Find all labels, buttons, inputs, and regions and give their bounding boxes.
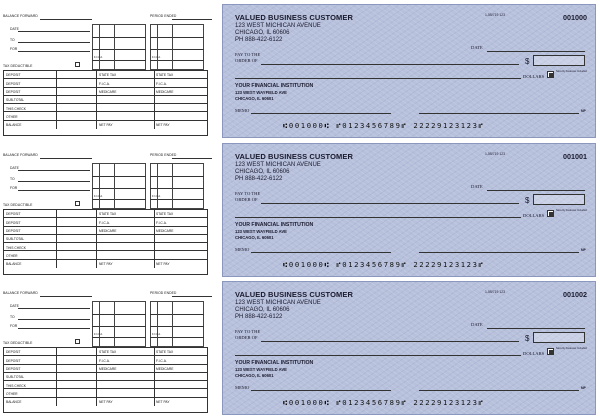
register-stub [0,143,220,277]
memo-line[interactable] [251,252,391,253]
customer-phone: PH 888-422-6122 [235,37,283,43]
stub-to-label: TO [10,177,15,181]
security-lock-icon [547,348,554,355]
routing-fraction: 1-55/719 123 [485,152,505,156]
dollar-sign: $ [525,334,530,343]
date-label: DATE [471,45,483,50]
check-2 [222,143,596,277]
dollars-label: DOLLARS [523,351,545,356]
date-line[interactable] [487,328,585,329]
customer-address-2: CHICAGO, IL 60606 [235,169,290,175]
check-number: 001001 [563,152,587,161]
security-lock-icon [547,210,554,217]
memo-label: MEMO [235,108,250,113]
memo-line[interactable] [251,390,391,391]
memo-label: MEMO [235,247,250,252]
check-row-3 [0,281,600,416]
memo-label: MEMO [235,385,250,390]
security-features-text: Security Features Included [556,209,587,212]
period-ended-label: PERIOD ENDED [150,14,177,18]
balance-forward-label: BALANCE FORWARD [3,291,38,295]
bank-address-2: CHICAGO, IL 60601 [235,235,274,240]
signature-line[interactable] [419,390,579,391]
register-grid: DEPOSIT STATE TAX STATE TAX DEPOSIT F.I.C.A. F.I.C.A. DEPOSIT MEDICARE MEDICARE SUB-TOTAL THIS CHECK OTHER BALANCE NET PAY NET PAY [3,209,208,275]
dollars-label: DOLLARS [523,74,545,79]
stub-to-label: TO [10,38,15,42]
customer-address-2: CHICAGO, IL 60606 [235,307,290,313]
routing-fraction: 1-55/719 123 [485,290,505,294]
customer-name: VALUED BUSINESS CUSTOMER [235,13,353,22]
customer-address-1: 123 WEST MICHICAN AVENUE [235,162,321,168]
bank-address-2: CHICAGO, IL 60601 [235,373,274,378]
order-of-label: ORDER OF [235,58,258,63]
bank-address-1: 123 WEST WAYFIELD AVE [235,367,287,372]
pay-to-label: PAY TO THE [235,52,261,57]
check-number: 001002 [563,290,587,299]
payroll-fica-label-2: F.I.C.A. [152,56,161,59]
payroll-fica-label-2: F.I.C.A. [152,333,161,336]
tax-deductible-label: TAX DEDUCTIBLE [3,64,33,68]
customer-name: VALUED BUSINESS CUSTOMER [235,152,353,161]
amount-box[interactable] [533,332,585,343]
date-label: DATE [471,184,483,189]
bank-name: YOUR FINANCIAL INSTITUTION [235,222,314,228]
bank-address-2: CHICAGO, IL 60601 [235,96,274,101]
check-number: 001000 [563,13,587,22]
balance-forward-label: BALANCE FORWARD [3,14,38,18]
bank-name: YOUR FINANCIAL INSTITUTION [235,83,314,89]
balance-forward-label: BALANCE FORWARD [3,153,38,157]
check-1 [222,4,596,138]
customer-name: VALUED BUSINESS CUSTOMER [235,290,353,299]
customer-phone: PH 888-422-6122 [235,176,283,182]
stub-date-label: DATE [10,166,19,170]
micr-line: ⑆001000⑆ ⑈0123456789⑈ 22229123123⑈ [283,398,485,407]
register-grid: DEPOSIT STATE TAX STATE TAX DEPOSIT F.I.C.A. F.I.C.A. DEPOSIT MEDICARE MEDICARE SUB-TOTAL THIS CHECK OTHER BALANCE NET PAY NET PAY [3,347,208,413]
signature-line[interactable] [419,252,579,253]
customer-phone: PH 888-422-6122 [235,314,283,320]
tax-deductible-checkbox[interactable] [75,62,80,67]
stub-to-label: TO [10,315,15,319]
check-row-1 [0,4,600,140]
bank-address-1: 123 WEST WAYFIELD AVE [235,229,287,234]
security-features-text: Security Features Included [556,70,587,73]
written-amount-line[interactable] [235,355,521,356]
amount-box[interactable] [533,194,585,205]
register-stub [0,281,220,415]
stub-date-label: DATE [10,27,19,31]
security-lock-icon [547,71,554,78]
pay-to-label: PAY TO THE [235,191,261,196]
routing-fraction: 1-55/719 123 [485,13,505,17]
payroll-fica-label: F.I.C.A. [94,56,103,59]
stub-for-label: FOR [10,324,18,328]
signature-line[interactable] [419,113,579,114]
payroll-fica-label: F.I.C.A. [94,195,103,198]
payroll-fica-label-2: F.I.C.A. [152,195,161,198]
order-of-label: ORDER OF [235,335,258,340]
check-3 [222,281,596,415]
amount-box[interactable] [533,55,585,66]
customer-address-1: 123 WEST MICHICAN AVENUE [235,300,321,306]
payroll-fica-label: F.I.C.A. [94,333,103,336]
tax-deductible-checkbox[interactable] [75,201,80,206]
micr-line: ⑆001000⑆ ⑈0123456789⑈ 22229123123⑈ [283,260,485,269]
mp-mark: MP [581,386,586,390]
register-grid: DEPOSIT STATE TAX STATE TAX DEPOSIT F.I.C.A. F.I.C.A. DEPOSIT MEDICARE MEDICARE SUB-TOTAL THIS CHECK OTHER BALANCE NET PAY NET PAY [3,70,208,136]
stub-date-label: DATE [10,304,19,308]
pay-to-label: PAY TO THE [235,329,261,334]
customer-address-1: 123 WEST MICHICAN AVENUE [235,23,321,29]
order-of-label: ORDER OF [235,197,258,202]
bank-name: YOUR FINANCIAL INSTITUTION [235,360,314,366]
security-features-text: Security Features Included [556,347,587,350]
period-ended-label: PERIOD ENDED [150,291,177,295]
payee-line[interactable] [261,203,519,204]
register-stub [0,4,220,138]
mp-mark: MP [581,248,586,252]
period-ended-label: PERIOD ENDED [150,153,177,157]
payee-line[interactable] [261,341,519,342]
tax-deductible-label: TAX DEDUCTIBLE [3,203,33,207]
dollars-label: DOLLARS [523,213,545,218]
check-row-2 [0,143,600,279]
date-line[interactable] [487,190,585,191]
micr-line: ⑆001000⑆ ⑈0123456789⑈ 22229123123⑈ [283,121,485,130]
bank-address-1: 123 WEST WAYFIELD AVE [235,90,287,95]
date-line[interactable] [487,51,585,52]
tax-deductible-label: TAX DEDUCTIBLE [3,341,33,345]
dollar-sign: $ [525,196,530,205]
written-amount-line[interactable] [235,217,521,218]
payee-line[interactable] [261,64,519,65]
tax-deductible-checkbox[interactable] [75,339,80,344]
written-amount-line[interactable] [235,78,521,79]
date-label: DATE [471,322,483,327]
memo-line[interactable] [251,113,391,114]
dollar-sign: $ [525,57,530,66]
mp-mark: MP [581,109,586,113]
customer-address-2: CHICAGO, IL 60606 [235,30,290,36]
stub-for-label: FOR [10,47,18,51]
stub-for-label: FOR [10,186,18,190]
